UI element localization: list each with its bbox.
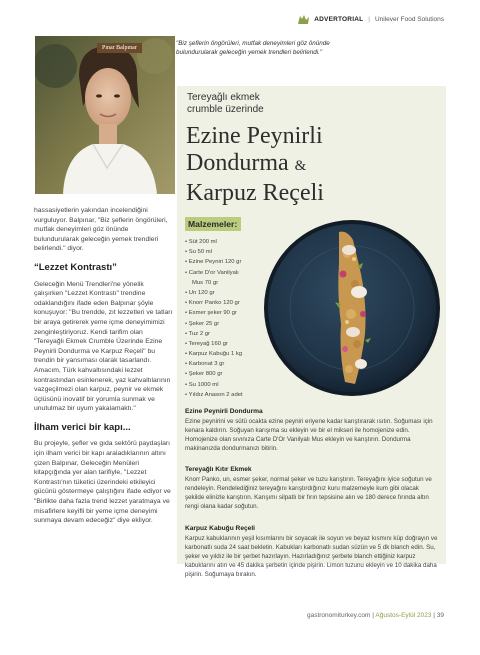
ingredient-item: • Tuz 2 gr <box>185 330 210 337</box>
ingredient-item: • Un 120 gr <box>185 289 215 296</box>
recipe-subtitle-line-1: Tereyağlı ekmek <box>187 92 260 103</box>
subheading-ilham: İlham verici bir kapı... <box>34 421 131 433</box>
section-karpuz-receli-title: Karpuz Kabuğu Reçeli <box>185 525 255 532</box>
recipe-title-word: Dondurma <box>186 150 289 176</box>
body-paragraph-ilham: Bu projeyle, şefler ve gıda sektörü paydaşları için ilham verici bir kapı araladıklarının altını çizen Balpınar, Geleceğin Menüleri kitapçığında yer alan tarifiyle, "Lezzet Kontrastı'nın tüketici üzerindeki etkileyici gücünü göstermeye çalıştığını ifade ediyor ve "Birlikte daha fazla trend lezzet yaratmaya ve misafirlere keyifli bir yeme içme deneyimi sunmaya devam edeceğiz" diye ekliyor. <box>34 440 171 525</box>
recipe-subtitle-line-2: crumble üzerinde <box>187 104 264 115</box>
dessert-plate-image <box>257 214 445 402</box>
sponsor-name: Unilever Food Solutions <box>374 16 444 23</box>
advertorial-header <box>298 15 444 24</box>
recipe-title-line-1: Ezine Peynirli <box>186 123 323 149</box>
pull-quote: "Biz şeflerin öngörüleri, mutfak deneyimleri göz önünde bulundurularak geleceğin yemek trendleri belirlendi." <box>176 40 330 56</box>
ingredient-item: • Yıldız Anason 2 adet <box>185 391 243 398</box>
section-karpuz-receli <box>185 524 439 580</box>
recipe-title <box>186 123 324 207</box>
ingredients-list <box>185 237 263 400</box>
ingredient-item: • Karbonat 3 gr <box>185 361 225 368</box>
footer-site: gastronomiturkey.com <box>306 612 371 619</box>
chef-name-tag: Pınar Balpınar <box>97 43 142 53</box>
ingredients-heading: Malzemeler: <box>185 217 241 231</box>
footer-issue: Ağustos-Eylül 2023 <box>375 612 432 619</box>
section-dondurma <box>185 407 439 453</box>
footer-separator: | <box>372 612 374 619</box>
body-paragraph-trend: Geleceğin Menü Trendleri'ne yönelik çalışırken "Lezzet Kontrastı" trendine odaklandığını ifade eden Balpınar şöyle konuşuyor: "Bu trendde, zıt lezzetleri ve tatları bir araya getirerek yeme içme deneyimimizi zenginleştiriyoruz. Kendi tarifim olan "Tereyağlı Ekmek Crumble Üzerinde Ezine Peynirli Dondurma ve Karpuz Reçeli" bu trendin bir yansıması olarak tasarlandı. Amacım, Türk kahvaltısındaki lezzet kontrastından esinlenerek, yaz kahvaltılarının vazgeçilmezi olan karpuz, peynir ve ekmek üçlüsünü inovatif bir yorumla sunmak ve unutulmaz bir uyum yakalamaktı." <box>34 280 173 413</box>
header-separator: | <box>368 16 370 23</box>
page-number: 39 <box>436 612 444 619</box>
body-column <box>34 206 174 535</box>
section-dondurma-title: Ezine Peynirli Dondurma <box>185 408 263 415</box>
leaf-logo-icon <box>298 15 309 24</box>
ingredient-item: • Su 50 ml <box>185 249 212 256</box>
subheading-lezzet-kontrasti: “Lezzet Kontrastı” <box>34 261 117 273</box>
section-kitir-ekmek-title: Tereyağlı Kıtır Ekmek <box>185 466 252 473</box>
section-karpuz-receli-text: Karpuz kabuklarının yeşil kısımlarını bir soyacak ile soyun ve beyaz kısmını küp doğrayın ve karbonatlı suda 24 saat bekletin. Kabukları karbonatlı sudan süzün ve 5 dk blanch edin. Su, şeker ve yıldız ile bir şerbet hazırlayın. Hazırladığınız şerbete blanch ettiğiniz karpuz kabuklarını atın ve 45 dakika şerbetin içinde pişirin. Limon tuzunu ekleyin ve 10 dakika daha pişirin. Soğumaya bırakın. <box>185 535 438 579</box>
ingredient-item: Mus 70 gr <box>192 279 219 286</box>
recipe-title-ampersand: & <box>294 158 307 174</box>
ingredient-item: • Tereyağ 160 gr <box>185 340 228 347</box>
section-kitir-ekmek <box>185 465 439 511</box>
ingredient-item: • Süt 200 ml <box>185 239 217 245</box>
section-kitir-ekmek-text: Knorr Panko, un, esmer şeker, normal şeker ve tuzu karıştırın. Tereyağını iyice soğutun ve rendeleyin. Rendelediğiniz tereyağını karıştırdığınız kuru malzemeyle kum gibi olacak şekilde elinizle karıştırın. Karışımı silpatlı bir fırın tepsisine alın ve 180 derece fırında altın rengi olana kadar soğutun. <box>185 476 432 511</box>
page-footer <box>307 612 444 619</box>
ingredient-item: • Knorr Panko 120 gr <box>185 300 240 307</box>
ingredient-item: • Ezine Peyniri 120 gr <box>185 259 242 266</box>
body-paragraph-intro: hassasiyetlerin yakından incelendiğini vurguluyor. Balpınar, "Biz şeflerin öngörüleri, mutfak deneyimleri göz önünde bulundurularak geleceğin yemek trendleri belirlendi." diyor. <box>34 207 168 253</box>
ingredient-item: • Şeker 800 gr <box>185 371 223 378</box>
recipe-title-line-2 <box>186 150 324 180</box>
recipe-subtitle <box>187 92 264 116</box>
advertorial-tag: ADVERTORIAL <box>314 16 364 23</box>
section-dondurma-text: Ezine peynirini ve sütü ocakta ezine peyniri eriyene kadar karıştırarak ısıtın. Soğuması için kenara kaldırın. Soğuyan karışıma su ekleyin ve bir el mikseri ile homojenize edin. Homojenize olan sıvınıza Carte D'Or Vanilyalı Mus ekleyin ve karıştırın. Dondurma makinanızda dondurmanızı bitirin. <box>185 418 433 453</box>
chef-photo <box>35 36 175 194</box>
ingredient-item: • Şeker 25 gr <box>185 320 220 327</box>
ingredient-item: • Karpuz Kabuğu 1 kg <box>185 351 243 358</box>
recipe-title-line-3: Karpuz Reçeli <box>186 180 324 206</box>
ingredient-item: • Esmer şeker 90 gr <box>185 310 237 317</box>
recipe-box <box>177 86 446 579</box>
ingredient-item: • Carte D'or Vanilyalı <box>185 269 239 276</box>
ingredient-item: • Su 1000 ml <box>185 381 219 388</box>
footer-separator: | <box>433 612 435 619</box>
